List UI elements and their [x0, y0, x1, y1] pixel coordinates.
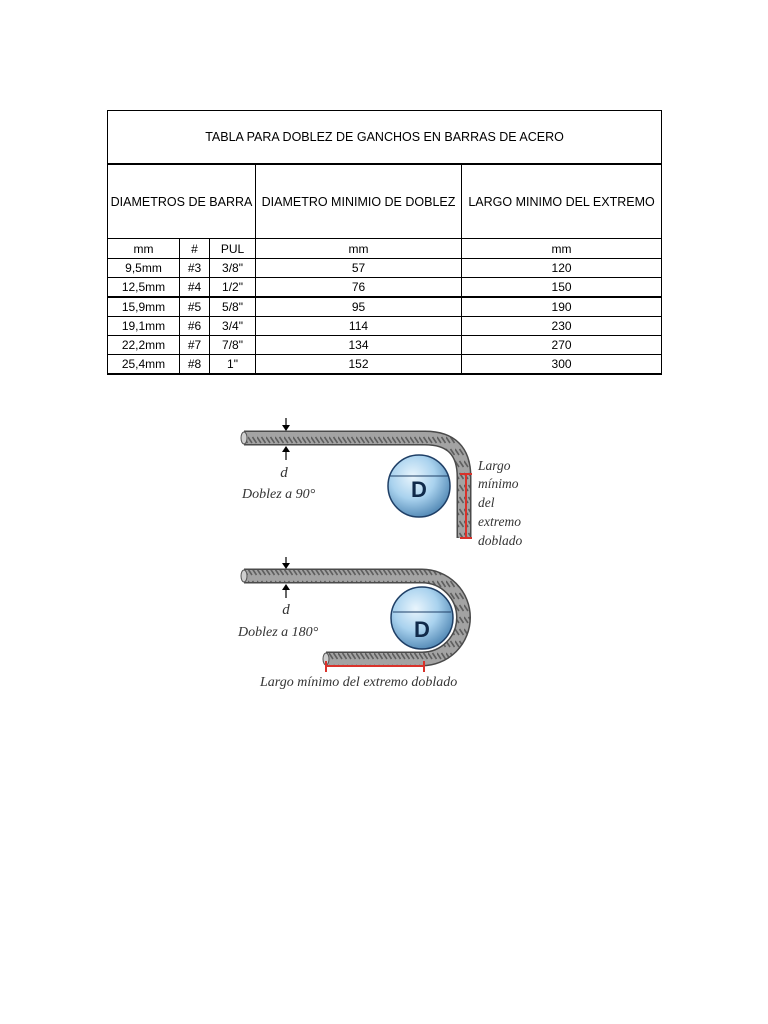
table-cell: 1/2": [210, 278, 256, 298]
table-cell: #5: [180, 297, 210, 317]
caption-90: Doblez a 90°: [242, 487, 316, 502]
table-cell: 114: [256, 317, 462, 336]
table-cell: #8: [180, 355, 210, 375]
hook-90: [241, 418, 524, 548]
side-label-90: [477, 458, 524, 548]
table-title: TABLA PARA DOBLEZ DE GANCHOS EN BARRAS DE ACERO: [108, 111, 662, 165]
table-cell: 230: [462, 317, 662, 336]
table-cell: 300: [462, 355, 662, 375]
table-cell: 19,1mm: [108, 317, 180, 336]
table-cell: 5/8": [210, 297, 256, 317]
table-cell: 1": [210, 355, 256, 375]
header-bar-diameters: DIAMETROS DE BARRA: [108, 164, 256, 239]
bar-end-90: [241, 432, 247, 444]
d-label-90: d: [280, 465, 288, 481]
D-label-90: D: [411, 477, 427, 502]
table-cell: 25,4mm: [108, 355, 180, 375]
bottom-caption-180: Largo mínimo del extremo doblado: [260, 675, 458, 690]
table-cell: 22,2mm: [108, 336, 180, 355]
table-cell: 15,9mm: [108, 297, 180, 317]
side-label-line: extremo: [478, 514, 521, 529]
caption-180: Doblez a 180°: [238, 625, 319, 640]
table-cell: 152: [256, 355, 462, 375]
units-row: [108, 239, 662, 259]
table-cell: 150: [462, 278, 662, 298]
table-cell: 57: [256, 259, 462, 278]
unit-cell: mm: [256, 239, 462, 259]
table-cell: 76: [256, 278, 462, 298]
table-row: [108, 259, 662, 278]
unit-cell: PUL: [210, 239, 256, 259]
side-label-line: Largo: [478, 458, 511, 473]
table-cell: #4: [180, 278, 210, 298]
hook-bend-table: [107, 110, 662, 375]
table-row: [108, 278, 662, 298]
side-label-line: mínimo: [478, 476, 519, 491]
table-cell: 9,5mm: [108, 259, 180, 278]
hook-bend-diagram: [230, 410, 540, 695]
table-cell: 270: [462, 336, 662, 355]
hook-180: [237, 557, 464, 690]
table-cell: #3: [180, 259, 210, 278]
unit-cell: mm: [108, 239, 180, 259]
side-label-line: doblado: [478, 533, 523, 548]
header-min-end-length: LARGO MINIMO DEL EXTREMO: [462, 164, 662, 239]
table-cell: 120: [462, 259, 662, 278]
table-cell: 7/8": [210, 336, 256, 355]
table-cell: 95: [256, 297, 462, 317]
table-cell: 12,5mm: [108, 278, 180, 298]
table-cell: #6: [180, 317, 210, 336]
D-label-180: D: [414, 617, 430, 642]
unit-cell: #: [180, 239, 210, 259]
table-row: [108, 297, 662, 317]
table-cell: 190: [462, 297, 662, 317]
bar-start-180: [241, 570, 247, 582]
table-cell: 3/4": [210, 317, 256, 336]
table-cell: 3/8": [210, 259, 256, 278]
table-row: [108, 317, 662, 336]
table-cell: #7: [180, 336, 210, 355]
d-label-180: d: [282, 602, 290, 618]
side-label-line: del: [478, 495, 495, 510]
table-row: [108, 336, 662, 355]
unit-cell: mm: [462, 239, 662, 259]
table-row: [108, 355, 662, 375]
header-min-bend-diameter: DIAMETRO MINIMIO DE DOBLEZ: [256, 164, 462, 239]
table-cell: 134: [256, 336, 462, 355]
